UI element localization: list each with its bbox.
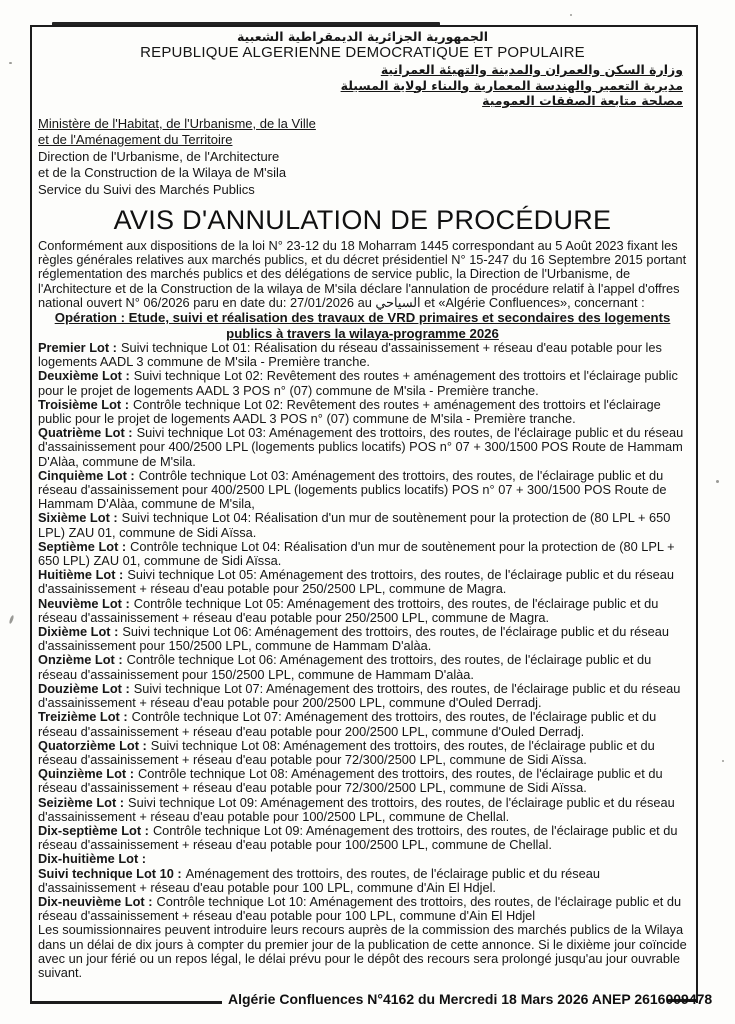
scan-speck [570, 14, 572, 16]
lot-entry [38, 824, 687, 852]
lot-label: Septième Lot : [38, 538, 127, 554]
lot-label: Onzième Lot : [38, 652, 123, 668]
lot-label: Dix-huitième Lot : [38, 851, 147, 867]
lot-text: Suivi technique Lot 04: Réalisation d'un mur de soutènement pour la protection de (80 LPL + 650 LPL) ZAU 01, commune de Sidi Aïssa. [38, 510, 671, 540]
issuer-line-construction: et de la Construction de la Wilaya de M'sila [38, 165, 287, 180]
lot-entry [38, 426, 687, 469]
lot-entry [38, 682, 687, 710]
lot-label: Premier Lot : [38, 340, 117, 356]
lot-entry [38, 710, 687, 738]
notice-border-frame [30, 25, 698, 1003]
operation-heading: Opération : Etude, suivi et réalisation des travaux de VRD primaires et secondaires des logements publics à travers la wilaya-programme 2026 [54, 310, 671, 341]
issuer-line-direction: Direction de l'Urbanisme, de l'Architecture [38, 148, 280, 164]
lot-entry [38, 739, 687, 767]
lot-entry [38, 867, 687, 895]
lot-label: Deuxième Lot : [38, 368, 130, 384]
scan-speck [9, 62, 12, 64]
lot-entry [38, 767, 687, 795]
lot-label: Seizième Lot : [38, 794, 125, 810]
lot-entry [38, 625, 687, 653]
lot-text: Aménagement des trottoirs, des routes, de l'éclairage public et du réseau d'assainissement + réseau d'eau potable pour 100 LPL, commune d'Ain El Hdjel. [38, 865, 600, 895]
lot-label: Neuvième Lot : [38, 595, 130, 611]
lot-label: Quatorzième Lot : [38, 737, 147, 753]
publication-credit: Algérie Confluences N°4162 du Mercredi 18 Mars 2026 ANEP 2616009478 [228, 991, 713, 1007]
lot-text: Suivi technique Lot 07: Aménagement des trottoirs, des routes, de l'éclairage public et du réseau d'assainissement + réseau d'eau potable pour 200/2500 LPL, commune d'Ouled Derradj. [38, 680, 681, 711]
lot-label: Quatrième Lot : [38, 425, 133, 441]
lot-text: Suivi technique Lot 03: Aménagement des trottoirs, des routes, de l'éclairage public et du réseau d'assainissement pour 400/2500 LPL (logements publics locatifs) POS n° 07 + 300/1500 POS Route de Hammam D'Alàa, commune de M'sila. [38, 425, 684, 469]
lot-text: Contrôle technique Lot 05: Aménagement des trottoirs, des routes, de l'éclairage public et du réseau d'assainissement + réseau d'eau potable pour 250/2500 LPL, commune de Magra. [38, 595, 659, 625]
arabic-service-line: مصلحة متابعة الصفقات العمومية [482, 93, 683, 108]
lot-label: Quinzième Lot : [38, 766, 134, 782]
lot-text: Suivi technique Lot 06: Aménagement des trottoirs, des routes, de l'éclairage public et du réseau d'assainissement pour 150/2500 LPL, commune de Hammam D'alàa. [38, 624, 670, 654]
lot-entry [38, 341, 687, 369]
notice-title: AVIS D'ANNULATION DE PROCÉDURE [113, 205, 612, 235]
lot-text: Contrôle technique Lot 08: Aménagement des trottoirs, des routes, de l'éclairage public et du réseau d'assainissement + réseau d'eau potable pour 72/300/2500 LPL, commune de Sidi Aïssa. [38, 766, 663, 796]
lot-label: Dixième Lot : [38, 624, 119, 640]
lot-entry [38, 852, 687, 866]
lot-text: Suivi technique Lot 02: Revêtement des routes + aménagement des trottoirs et l'éclairage public pour le projet de logements AADL 3 POS n° (07) commune de M'sila - Première tranche. [38, 368, 678, 398]
notice-body [38, 239, 687, 980]
lot-text: Contrôle technique Lot 09: Aménagement des trottoirs, des routes, de l'éclairage public et du réseau d'assainissement + réseau d'eau potable pour 100/2500 LPL, commune de Chellal. [38, 822, 678, 853]
lot-label: Suivi technique Lot 10 : [38, 865, 182, 881]
lot-text: Contrôle technique Lot 06: Aménagement des trottoirs, des routes, de l'éclairage public et du réseau d'assainissement pour 150/2500 LPL, commune de Hammam D'alàa. [38, 652, 652, 682]
issuer-line-territory: et de l'Aménagement du Territoire [38, 132, 233, 147]
lot-entry [38, 796, 687, 824]
intro-paragraph: Conformément aux dispositions de la loi N° 23-12 du 18 Moharram 1445 correspondant au 5 Août 2023 fixant les règles générales relatives aux marchés publics, et du décret présidentiel N° 15-247 du 16 Septembre 2015 portant réglementation des marchés publics et des délégations de service public, la Direction de l'Urbanisme, de l'Architecture et de la Construction de la wilaya de M'sila déclare l'annulation de procédure relatif à l'appel d'offres national ouvert N° 06/2026 paru en date du: 27/01/2026 au السياحي et «Algérie Confluences», concernant : [38, 238, 687, 310]
lot-text: Contrôle technique Lot 03: Aménagement des trottoirs, des routes, de l'éclairage public et du réseau d'assainissement pour 400/2500 LPL (logements publics locatifs) POS n° 07 + 300/1500 POS Route de Hammam D'Alàa, commune de M'sila, [38, 467, 667, 512]
arabic-ministry-line: وزارة السكن والعمران والمدينة والتهيئة العمرانية [380, 62, 683, 77]
lot-text: Suivi technique Lot 08: Aménagement des trottoirs, des routes, de l'éclairage public et du réseau d'assainissement + réseau d'eau potable pour 72/300/2500 LPL, commune de Sidi Aïssa. [38, 737, 655, 767]
lot-entry [38, 653, 687, 681]
lot-entry [38, 511, 687, 539]
lot-text: Contrôle technique Lot 04: Réalisation d'un mur de soutènement pour la protection de (80 LPL + 650 LPL) ZAU 01, commune de Sidi Aïssa. [38, 538, 675, 569]
scan-speck [9, 615, 15, 624]
bottom-border-left-segment [30, 1001, 222, 1004]
scan-speck [722, 760, 724, 762]
scan-speck [716, 480, 719, 483]
lot-entry [38, 597, 687, 625]
lot-text: Suivi technique Lot 05: Aménagement des trottoirs, des routes, de l'éclairage public et du réseau d'assainissement + réseau d'eau potable pour 250/2500 LPL, commune de Magra. [38, 567, 674, 597]
lot-entry [38, 895, 687, 923]
lot-label: Dix-septième Lot : [38, 822, 149, 838]
lot-label: Dix-neuvième Lot : [38, 893, 153, 909]
lot-label: Huitième Lot : [38, 567, 124, 583]
issuer-line-service: Service du Suivi des Marchés Publics [38, 181, 255, 197]
lot-text: Contrôle technique Lot 02: Revêtement des routes + aménagement des trottoirs et l'éclairage public pour le projet de logements AADL 3 POS n° (07) commune de M'sila - Première tranche. [38, 396, 661, 427]
arabic-direction-line: مديرية التعمير والهندسة المعمارية والبناء لولاية المسيلة [340, 77, 683, 93]
lot-label: Cinquième Lot : [38, 467, 135, 483]
lot-entry [38, 369, 687, 397]
lot-entry [38, 540, 687, 568]
issuer-block [38, 116, 687, 199]
lot-entry [38, 469, 687, 512]
recourse-paragraph: Les soumissionnaires peuvent introduire leurs recours auprès de la commission des marchés publics de la Wilaya dans un délai de dix jours à compter du premier jour de la publication de cette annonce. Si le dixième jour coïncide avec un jour férié ou un repos légal, le délai prévu pour le dépôt des recours sera prolongé jusqu'au jour ouvrable suivant. [38, 922, 687, 980]
lot-label: Douzième Lot : [38, 680, 130, 696]
lot-label: Treizième Lot : [38, 709, 128, 725]
lot-label: Troisième Lot : [38, 396, 130, 412]
lot-entry [38, 398, 687, 426]
lot-text: Contrôle technique Lot 10: Aménagement des trottoirs, des routes, de l'éclairage public et du réseau d'assainissement + réseau d'eau potable pour 100 LPL, commune d'Ain El Hdjel [38, 893, 682, 924]
lot-entry [38, 568, 687, 596]
republic-line: REPUBLIQUE ALGERIENNE DEMOCRATIQUE ET POPULAIRE [140, 44, 585, 61]
lot-label: Sixième Lot : [38, 510, 118, 526]
lot-text: Contrôle technique Lot 07: Aménagement des trottoirs, des routes, de l'éclairage public et du réseau d'assainissement + réseau d'eau potable pour 200/2500 LPL, commune d'Ouled Derradj. [38, 709, 657, 739]
lot-text: Suivi technique Lot 01: Réalisation du réseau d'assainissement + réseau d'eau potable pour les logements AADL 3 commune de M'sila - Première tranche. [38, 340, 662, 370]
arabic-republic-line: الجمهورية الجزائرية الديمقراطية الشعبية [236, 29, 489, 44]
issuer-line-ministry: Ministère de l'Habitat, de l'Urbanisme, de la Ville [38, 115, 316, 131]
lot-text: Suivi technique Lot 09: Aménagement des trottoirs, des routes, de l'éclairage public et du réseau d'assainissement + réseau d'eau potable pour 100/2500 LPL, commune de Chellal. [38, 794, 675, 824]
